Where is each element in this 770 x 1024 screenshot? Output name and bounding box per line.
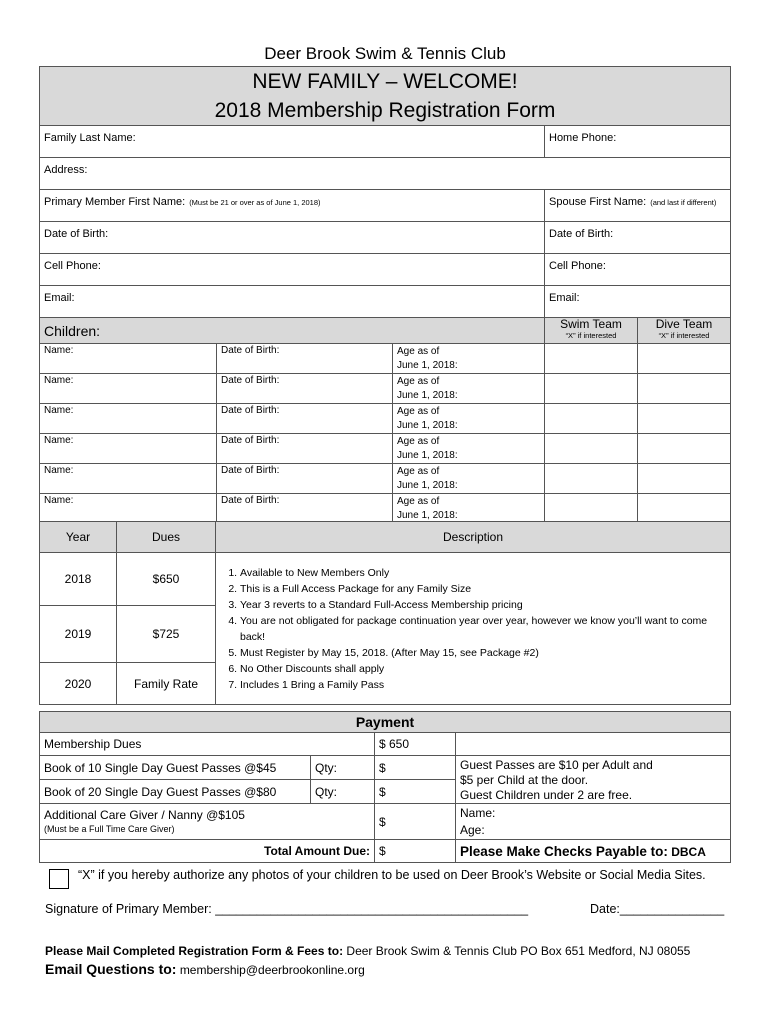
dive-team-checkbox[interactable]: [638, 344, 731, 374]
caregiver-amount-field[interactable]: $: [375, 804, 456, 840]
membership-dues-amount: $ 650: [375, 733, 456, 756]
caregiver-label: Additional Care Giver / Nanny @$105 (Must be a Full Time Care Giver): [40, 804, 375, 840]
year-header: Year: [40, 522, 117, 553]
primary-cell-field[interactable]: Cell Phone:: [40, 254, 545, 286]
primary-email-field[interactable]: Email:: [40, 286, 545, 318]
swim-team-checkbox[interactable]: [545, 344, 638, 374]
dues-table: [39, 521, 731, 705]
child-dob-field[interactable]: Date of Birth:: [217, 344, 393, 374]
description-cell: [216, 553, 731, 705]
children-header: Children:: [40, 318, 545, 344]
total-due-label: Total Amount Due:: [40, 840, 375, 863]
spouse-dob-field[interactable]: Date of Birth:: [545, 222, 731, 254]
book20-qty-field[interactable]: Qty:: [311, 780, 375, 804]
email-instructions: Email Questions to: membership@deerbrookonline.org: [45, 961, 365, 977]
child-dob-field[interactable]: Date of Birth:: [217, 374, 393, 404]
title-line-2: 2018 Membership Registration Form: [214, 99, 556, 122]
year-cell: 2019: [40, 606, 117, 663]
guest-pass-note: Guest Passes are $10 per Adult and $5 per Child at the door. Guest Children under 2 are free.: [456, 756, 731, 804]
membership-dues-label: Membership Dues: [40, 733, 375, 756]
child-name-field[interactable]: Name:: [40, 434, 217, 464]
book10-label: Book of 10 Single Day Guest Passes @$45: [40, 756, 311, 780]
dive-team-checkbox[interactable]: [638, 494, 731, 524]
book20-label: Book of 20 Single Day Guest Passes @$80: [40, 780, 311, 804]
child-name-field[interactable]: Name:: [40, 344, 217, 374]
home-phone-field[interactable]: Home Phone:: [545, 126, 731, 158]
dive-team-checkbox[interactable]: [638, 374, 731, 404]
title-line-1: NEW FAMILY – WELCOME!: [252, 70, 518, 93]
child-row: [40, 464, 731, 494]
child-name-field[interactable]: Name:: [40, 464, 217, 494]
description-header: Description: [216, 522, 731, 553]
photo-authorization-checkbox[interactable]: [49, 869, 69, 889]
total-due-field[interactable]: $: [375, 840, 456, 863]
email-link[interactable]: membership@deerbrookonline.org: [179, 963, 365, 977]
child-row: [40, 494, 731, 524]
child-row: [40, 404, 731, 434]
child-age-field[interactable]: Age as of June 1, 2018:: [393, 434, 545, 464]
dues-cell: Family Rate: [117, 663, 216, 705]
address-field[interactable]: Address:: [40, 158, 731, 190]
caregiver-details-field[interactable]: Name: Age:: [456, 804, 731, 840]
swim-team-checkbox[interactable]: [545, 494, 638, 524]
swim-team-checkbox[interactable]: [545, 374, 638, 404]
child-dob-field[interactable]: Date of Birth:: [217, 464, 393, 494]
spouse-name-field[interactable]: Spouse First Name: (and last if different): [545, 190, 731, 222]
year-cell: 2020: [40, 663, 117, 705]
registration-table: [39, 66, 731, 524]
dues-cell: $650: [117, 553, 216, 606]
child-dob-field[interactable]: Date of Birth:: [217, 494, 393, 524]
photo-authorization-text: “X” if you hereby authorize any photos of your children to be used on Deer Brook’s Website or Social Media Sites.: [78, 868, 706, 882]
dive-team-checkbox[interactable]: [638, 404, 731, 434]
dive-team-checkbox[interactable]: [638, 434, 731, 464]
checks-payable-note: Please Make Checks Payable to: DBCA: [456, 840, 731, 863]
spouse-email-field[interactable]: Email:: [545, 286, 731, 318]
mail-instructions: Please Mail Completed Registration Form & Fees to: Deer Brook Swim & Tennis Club PO Box 651 Medford, NJ 08055: [45, 944, 691, 958]
payment-blank: [456, 733, 731, 756]
book10-amount-field[interactable]: $: [375, 756, 456, 780]
swim-team-checkbox[interactable]: [545, 464, 638, 494]
swim-team-header: Swim Team “X” if interested: [545, 318, 638, 344]
description-list: 1. Available to New Members Only 2. This is a Full Access Package for any Family Size 3. Year 3 reverts to a Standard Full-Access Membership pricing 4. You are not obligated for package continuation year over year, however we know you’ll want to come back! 5. Must Register by May 15, 2018. (After May 15, see Package #2) 6. No Other Discounts shall apply 7. Includes 1 Bring a Family Pass: [224, 565, 722, 693]
child-row: [40, 344, 731, 374]
child-dob-field[interactable]: Date of Birth:: [217, 404, 393, 434]
child-age-field[interactable]: Age as of June 1, 2018:: [393, 344, 545, 374]
child-age-field[interactable]: Age as of June 1, 2018:: [393, 374, 545, 404]
child-dob-field[interactable]: Date of Birth:: [217, 434, 393, 464]
payment-header: Payment: [40, 712, 731, 733]
primary-dob-field[interactable]: Date of Birth:: [40, 222, 545, 254]
swim-team-checkbox[interactable]: [545, 404, 638, 434]
dues-header: Dues: [117, 522, 216, 553]
dues-cell: $725: [117, 606, 216, 663]
primary-member-name-field[interactable]: Primary Member First Name: (Must be 21 or over as of June 1, 2018): [40, 190, 545, 222]
child-age-field[interactable]: Age as of June 1, 2018:: [393, 494, 545, 524]
child-age-field[interactable]: Age as of June 1, 2018:: [393, 464, 545, 494]
spouse-cell-field[interactable]: Cell Phone:: [545, 254, 731, 286]
dive-team-header: Dive Team “X” if interested: [638, 318, 731, 344]
swim-team-checkbox[interactable]: [545, 434, 638, 464]
child-row: [40, 374, 731, 404]
signature-line[interactable]: Signature of Primary Member: _____________________________________________: [45, 902, 529, 916]
child-name-field[interactable]: Name:: [40, 374, 217, 404]
book10-qty-field[interactable]: Qty:: [311, 756, 375, 780]
child-row: [40, 434, 731, 464]
child-name-field[interactable]: Name:: [40, 404, 217, 434]
child-name-field[interactable]: Name:: [40, 494, 217, 524]
payment-table: [39, 711, 731, 863]
date-line[interactable]: Date:_______________: [590, 902, 725, 916]
form-title: [40, 67, 731, 126]
year-cell: 2018: [40, 553, 117, 606]
child-age-field[interactable]: Age as of June 1, 2018:: [393, 404, 545, 434]
club-name: Deer Brook Swim & Tennis Club: [264, 44, 506, 63]
book20-amount-field[interactable]: $: [375, 780, 456, 804]
dive-team-checkbox[interactable]: [638, 464, 731, 494]
family-last-name-field[interactable]: Family Last Name:: [40, 126, 545, 158]
